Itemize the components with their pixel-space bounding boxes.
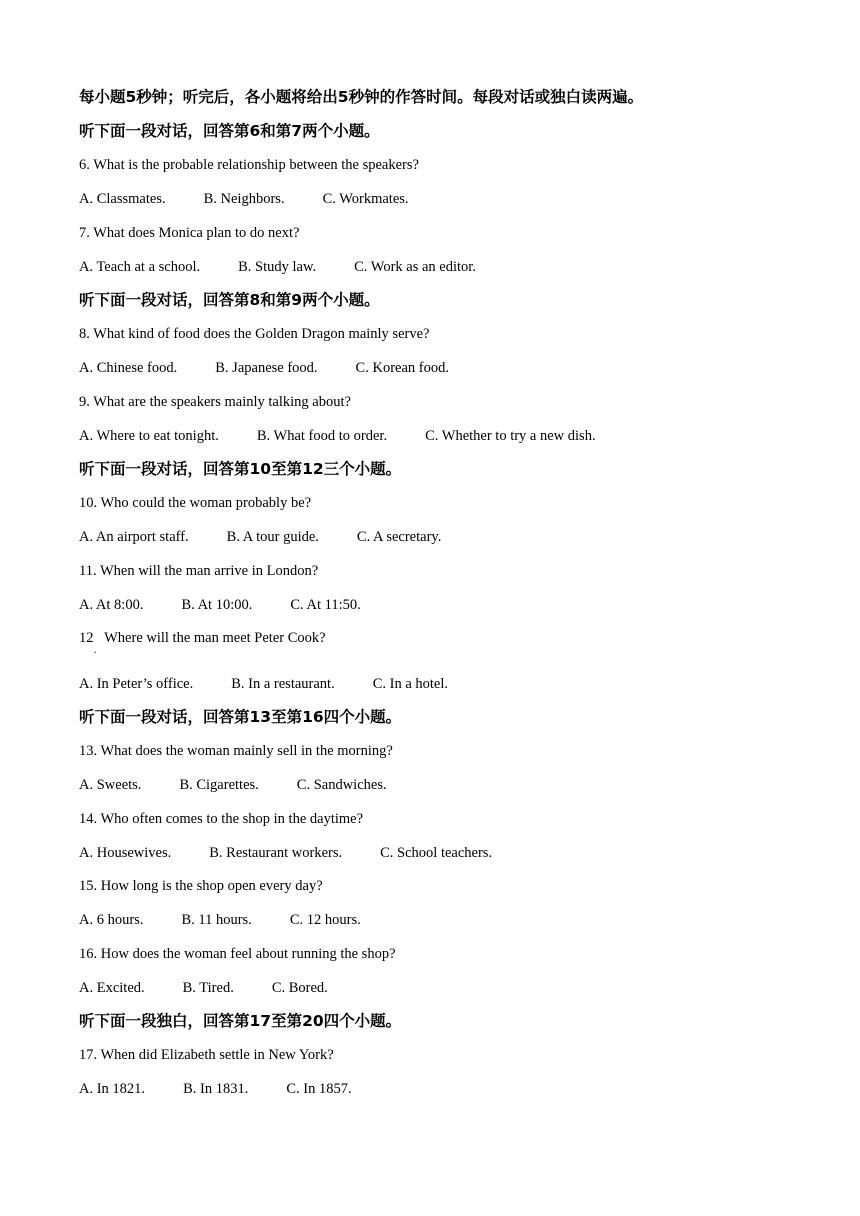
option-a: A. Housewives.: [79, 845, 172, 861]
option-b: B. Cigarettes.: [179, 777, 259, 793]
stray-dot: .: [94, 645, 97, 656]
option-c: C. 12 hours.: [289, 912, 361, 928]
option-a: A. An airport staff.: [79, 529, 189, 545]
option-c: C. Bored.: [271, 980, 328, 996]
question-12: 12 Where will the man meet Peter Cook?: [79, 630, 326, 646]
options-7: [79, 257, 476, 277]
question-15: 15. How long is the shop open every day?: [79, 878, 323, 894]
option-b: B. A tour guide.: [226, 529, 319, 545]
option-a: A. Sweets.: [79, 777, 142, 793]
option-c: C. School teachers.: [380, 845, 493, 861]
options-11: [79, 595, 361, 615]
option-c: C. Sandwiches.: [296, 777, 387, 793]
option-c: C. Workmates.: [322, 191, 409, 207]
option-b: B. In a restaurant.: [231, 676, 335, 692]
option-a: A. Teach at a school.: [79, 259, 201, 275]
question-10: 10. Who could the woman probably be?: [79, 495, 312, 511]
option-c: C. Work as an editor.: [354, 259, 476, 275]
options-6: [79, 189, 409, 209]
option-c: C. A secretary.: [356, 529, 442, 545]
options-10: [79, 527, 441, 547]
option-a: A. In Peter’s office.: [79, 676, 194, 692]
option-c: C. At 11:50.: [290, 597, 361, 613]
question-13: 13. What does the woman mainly sell in the morning?: [79, 743, 393, 759]
option-b: B. 11 hours.: [181, 912, 252, 928]
question-6: 6. What is the probable relationship between the speakers?: [79, 157, 419, 173]
option-a: A. At 8:00.: [79, 597, 144, 613]
option-a: A. Excited.: [79, 980, 145, 996]
option-b: B. At 10:00.: [181, 597, 253, 613]
options-13: [79, 775, 387, 795]
option-c: C. In 1857.: [286, 1081, 352, 1097]
option-c: C. In a hotel.: [372, 676, 449, 692]
options-16: [79, 978, 328, 998]
options-17: [79, 1079, 352, 1099]
option-c: C. Korean food.: [355, 360, 449, 376]
question-17: 17. When did Elizabeth settle in New York?: [79, 1047, 334, 1063]
question-16: 16. How does the woman feel about running the shop?: [79, 946, 396, 962]
option-a: A. Classmates.: [79, 191, 166, 207]
option-b: B. What food to order.: [256, 428, 388, 444]
question-9: 9. What are the speakers mainly talking about?: [79, 394, 351, 410]
option-b: B. Restaurant workers.: [209, 845, 343, 861]
question-7: 7. What does Monica plan to do next?: [79, 225, 300, 241]
section-heading: 听下面一段对话，回答第10至第12三个小题。: [79, 460, 402, 478]
question-8: 8. What kind of food does the Golden Dragon mainly serve?: [79, 326, 430, 342]
question-11: 11. When will the man arrive in London?: [79, 563, 319, 579]
options-14: [79, 843, 492, 863]
option-a: A. 6 hours.: [79, 912, 144, 928]
instructions-text: 每小题5秒钟；听完后，各小题将给出5秒钟的作答时间。每段对话或独白读两遍。: [79, 88, 644, 106]
option-a: A. Chinese food.: [79, 360, 178, 376]
section-heading: 听下面一段独白，回答第17至第20四个小题。: [79, 1012, 402, 1030]
section-heading: 听下面一段对话，回答第8和第9两个小题。: [79, 291, 380, 309]
option-c: C. Whether to try a new dish.: [425, 428, 596, 444]
options-15: [79, 910, 361, 930]
option-b: B. Study law.: [238, 259, 317, 275]
section-heading: 听下面一段对话，回答第6和第7两个小题。: [79, 122, 380, 140]
option-b: B. Neighbors.: [203, 191, 285, 207]
section-heading: 听下面一段对话，回答第13至第16四个小题。: [79, 708, 402, 726]
option-b: B. In 1831.: [183, 1081, 249, 1097]
options-12: [79, 674, 448, 694]
option-a: A. Where to eat tonight.: [79, 428, 219, 444]
option-b: B. Japanese food.: [215, 360, 318, 376]
options-8: [79, 358, 449, 378]
option-b: B. Tired.: [182, 980, 234, 996]
option-a: A. In 1821.: [79, 1081, 146, 1097]
options-9: [79, 426, 596, 446]
question-14: 14. Who often comes to the shop in the daytime?: [79, 811, 364, 827]
